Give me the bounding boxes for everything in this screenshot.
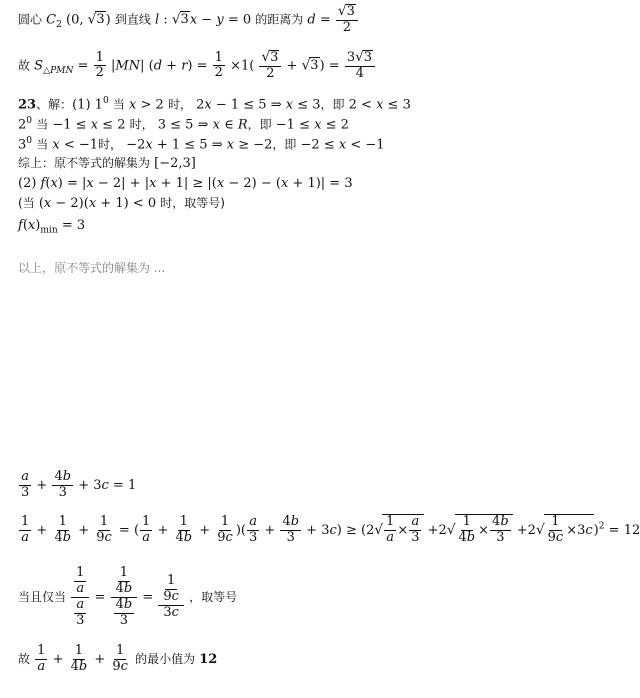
- line-equality-note: (当 (x − 2)(x + 1) < 0 时，取等号): [18, 196, 225, 211]
- line-conclusion: 故 $\frac{1}{a}$ + $\frac{1}{4b}$ + $\frac{1}{9c}$ 的最小值为 12: [18, 643, 218, 674]
- line-distance: 圆心 $C_2$ (0, √3) 到直线 l : √3x − y = 0 的距离为 d = $\frac{√3}{2}$: [18, 4, 359, 36]
- line-case-3: $3^0$ 当 x < −1时， −2x + 1 ≤ 5 ⇒ x ≥ −2，即 −2 ≤ x < −1: [18, 136, 385, 153]
- line-summary: 综上：原不等式的解集为 [−2,3]: [18, 156, 196, 171]
- line-constraint: $\frac{a}{3}$ + $\frac{4b}{3}$ + 3c = 1: [21, 469, 137, 500]
- line-faint: 以上，原不等式的解集为 ...: [18, 261, 166, 275]
- line-cauchy: $\frac{1}{a}$ + $\frac{1}{4b}$ + $\frac{1}{9c}$ = ( $\frac{1}{a}$ + $\frac{1}{4b}$ + $\frac{1}{9c}$ )( $\frac{a}{3}$ + $\frac{4b}{3}$ + 3c) ≥ (2√ $\frac{1}{a}$ × $\frac{a}{3}$ +2√ $\frac{1}{4b}$ × $\frac{4b}{3}$ +2√ $\frac{1}{9c}$ ×3c)$^2$ = 12: [21, 514, 640, 545]
- line-case-1: 23、解：(1) $1^0$ 当 x > 2 时， 2x − 1 ≤ 5 ⇒ x ≤ 3，即 2 < x ≤ 3: [18, 96, 411, 113]
- line-case-2: $2^0$ 当 −1 ≤ x ≤ 2 时， 3 ≤ 5 ⇒ x ∈ R，即 −1 ≤ x ≤ 2: [18, 116, 349, 133]
- line-area: 故 $S_{\triangle PMN}$ = $\frac{1}{2}$ |MN| (d + r) = $\frac{1}{2}$ ×1( $\frac{√3}{2}$ + √3) = $\frac{3√3}{4}$: [18, 50, 376, 82]
- line-part-2: (2) f(x) = |x − 2| + |x + 1| ≥ |(x − 2) − (x + 1)| = 3: [18, 176, 353, 191]
- line-equality-condition: 当且仅当 $\frac{\frac{1}{a}}{\frac{a}{3}}$ = $\frac{\frac{1}{4b}}{\frac{4b}{3}}$ = $\frac{\frac{1}{9c}}{3c}$ ，取等号: [18, 565, 238, 628]
- line-min-value: $f(x)_{min} = 3$: [18, 218, 86, 236]
